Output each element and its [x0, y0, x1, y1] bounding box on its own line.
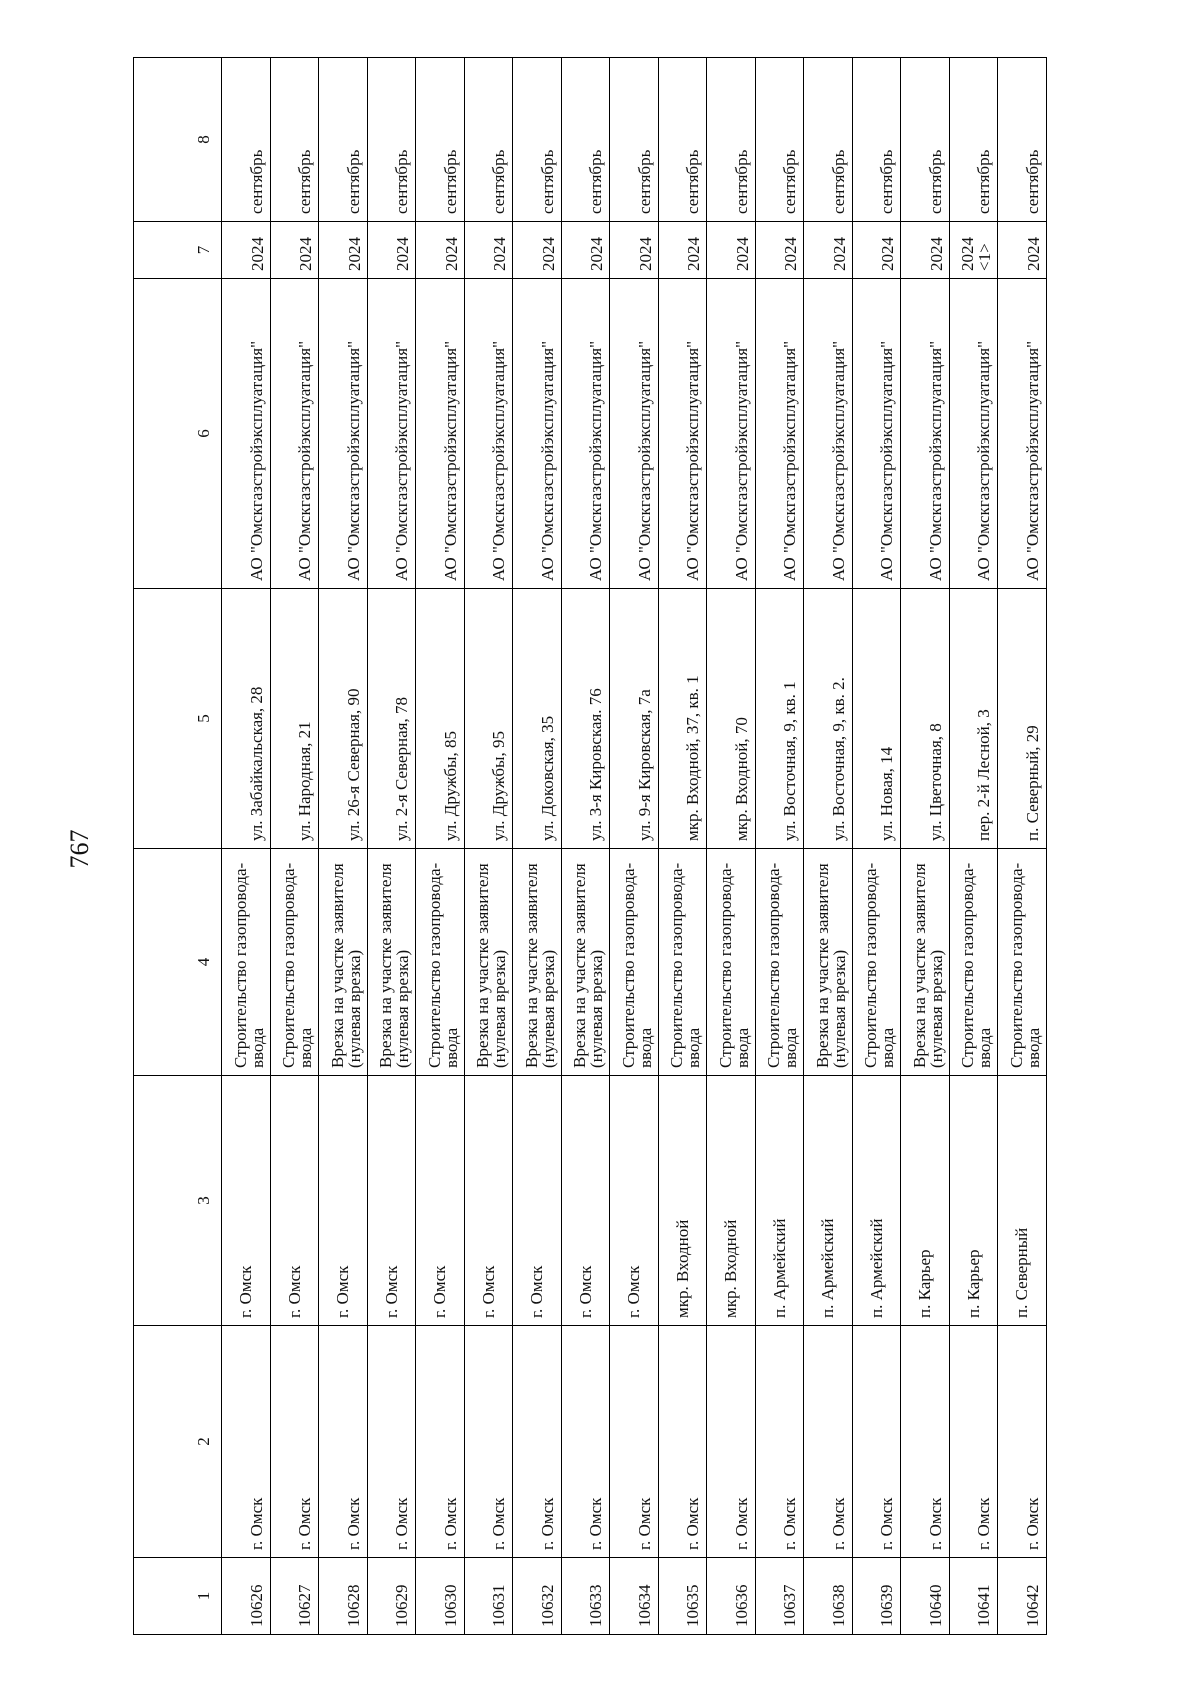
table-row	[901, 58, 950, 1635]
row-number-cell: 10632	[513, 1558, 562, 1635]
row-number-cell: 10640	[901, 1558, 950, 1635]
contractor-cell: АО "Омскгазстройэксплуатация"	[998, 279, 1047, 589]
row-number-cell: 10641	[949, 1558, 998, 1635]
row-number-cell: 10626	[222, 1558, 271, 1635]
work-type-cell: Строительство газопровода-ввода	[222, 849, 271, 1076]
settlement-cell: г. Омск	[319, 1076, 368, 1326]
contractor-cell: АО "Омскгазстройэксплуатация"	[949, 279, 998, 589]
year-cell: 2024 <1>	[949, 222, 998, 279]
month-cell: сентябрь	[610, 58, 659, 222]
row-number-cell: 10631	[464, 1558, 513, 1635]
month-cell: сентябрь	[513, 58, 562, 222]
year-cell: 2024	[222, 222, 271, 279]
municipality-cell: г. Омск	[513, 1326, 562, 1558]
column-header: 4	[134, 849, 222, 1076]
table-row	[852, 58, 901, 1635]
settlement-cell: г. Омск	[270, 1076, 319, 1326]
table-row	[658, 58, 707, 1635]
address-cell: ул. 2-я Северная, 78	[367, 589, 416, 849]
year-cell: 2024	[804, 222, 853, 279]
settlement-cell: г. Омск	[222, 1076, 271, 1326]
contractor-cell: АО "Омскгазстройэксплуатация"	[319, 279, 368, 589]
settlement-cell: п. Армейский	[804, 1076, 853, 1326]
month-cell: сентябрь	[707, 58, 756, 222]
table-row	[949, 58, 998, 1635]
column-header: 5	[134, 589, 222, 849]
contractor-cell: АО "Омскгазстройэксплуатация"	[561, 279, 610, 589]
work-type-cell: Врезка на участке заявителя (нулевая врезка)	[367, 849, 416, 1076]
row-number-cell: 10629	[367, 1558, 416, 1635]
month-cell: сентябрь	[367, 58, 416, 222]
table-header-row	[134, 58, 222, 1635]
table-row	[561, 58, 610, 1635]
row-number-cell: 10639	[852, 1558, 901, 1635]
row-number-cell: 10635	[658, 1558, 707, 1635]
work-type-cell: Врезка на участке заявителя (нулевая врезка)	[513, 849, 562, 1076]
municipality-cell: г. Омск	[949, 1326, 998, 1558]
page-number: 767	[65, 829, 94, 869]
contractor-cell: АО "Омскгазстройэксплуатация"	[222, 279, 271, 589]
contractor-cell: АО "Омскгазстройэксплуатация"	[416, 279, 465, 589]
month-cell: сентябрь	[416, 58, 465, 222]
address-cell: мкр. Входной, 37, кв. 1	[658, 589, 707, 849]
address-cell: пер. 2-й Лесной, 3	[949, 589, 998, 849]
contractor-cell: АО "Омскгазстройэксплуатация"	[464, 279, 513, 589]
work-type-cell: Строительство газопровода-ввода	[852, 849, 901, 1076]
address-cell: ул. Восточная, 9, кв. 1	[755, 589, 804, 849]
address-cell: ул. Дружбы, 85	[416, 589, 465, 849]
table-row	[513, 58, 562, 1635]
year-cell: 2024	[319, 222, 368, 279]
month-cell: сентябрь	[901, 58, 950, 222]
year-cell: 2024	[416, 222, 465, 279]
address-cell: ул. 3-я Кировская. 76	[561, 589, 610, 849]
year-cell: 2024	[561, 222, 610, 279]
year-cell: 2024	[901, 222, 950, 279]
address-cell: п. Северный, 29	[998, 589, 1047, 849]
row-number-cell: 10637	[755, 1558, 804, 1635]
row-number-cell: 10630	[416, 1558, 465, 1635]
row-number-cell: 10628	[319, 1558, 368, 1635]
address-cell: ул. Доковская, 35	[513, 589, 562, 849]
contractor-cell: АО "Омскгазстройэксплуатация"	[513, 279, 562, 589]
work-type-cell: Строительство газопровода-ввода	[998, 849, 1047, 1076]
settlement-cell: п. Карьер	[949, 1076, 998, 1326]
work-type-cell: Строительство газопровода-ввода	[658, 849, 707, 1076]
work-type-cell: Врезка на участке заявителя (нулевая врезка)	[319, 849, 368, 1076]
settlement-cell: г. Омск	[610, 1076, 659, 1326]
year-cell: 2024	[464, 222, 513, 279]
row-number-cell: 10633	[561, 1558, 610, 1635]
municipality-cell: г. Омск	[755, 1326, 804, 1558]
municipality-cell: г. Омск	[561, 1326, 610, 1558]
table-row	[367, 58, 416, 1635]
work-type-cell: Врезка на участке заявителя (нулевая врезка)	[901, 849, 950, 1076]
row-number-cell: 10636	[707, 1558, 756, 1635]
address-cell: ул. Дружбы, 95	[464, 589, 513, 849]
column-header: 7	[134, 222, 222, 279]
settlement-cell: г. Омск	[464, 1076, 513, 1326]
address-cell: ул. Восточная, 9, кв. 2.	[804, 589, 853, 849]
municipality-cell: г. Омск	[222, 1326, 271, 1558]
table-body	[222, 58, 1047, 1635]
address-cell: ул. 26-я Северная, 90	[319, 589, 368, 849]
table-row	[416, 58, 465, 1635]
year-cell: 2024	[852, 222, 901, 279]
address-cell: ул. Народная, 21	[270, 589, 319, 849]
settlement-cell: г. Омск	[416, 1076, 465, 1326]
table-row	[755, 58, 804, 1635]
contractor-cell: АО "Омскгазстройэксплуатация"	[610, 279, 659, 589]
address-cell: ул. 9-я Кировская, 7а	[610, 589, 659, 849]
settlement-cell: г. Омск	[561, 1076, 610, 1326]
table-row	[270, 58, 319, 1635]
table-row	[464, 58, 513, 1635]
month-cell: сентябрь	[464, 58, 513, 222]
municipality-cell: г. Омск	[658, 1326, 707, 1558]
contractor-cell: АО "Омскгазстройэксплуатация"	[707, 279, 756, 589]
contractor-cell: АО "Омскгазстройэксплуатация"	[367, 279, 416, 589]
settlement-cell: п. Северный	[998, 1076, 1047, 1326]
municipality-cell: г. Омск	[367, 1326, 416, 1558]
contractor-cell: АО "Омскгазстройэксплуатация"	[270, 279, 319, 589]
work-type-cell: Строительство газопровода-ввода	[707, 849, 756, 1076]
table-row	[804, 58, 853, 1635]
municipality-cell: г. Омск	[852, 1326, 901, 1558]
work-type-cell: Строительство газопровода-ввода	[416, 849, 465, 1076]
column-header: 6	[134, 279, 222, 589]
row-number-cell: 10634	[610, 1558, 659, 1635]
month-cell: сентябрь	[755, 58, 804, 222]
municipality-cell: г. Омск	[416, 1326, 465, 1558]
address-cell: ул. Забайкальская, 28	[222, 589, 271, 849]
year-cell: 2024	[270, 222, 319, 279]
row-number-cell: 10638	[804, 1558, 853, 1635]
work-type-cell: Врезка на участке заявителя (нулевая врезка)	[561, 849, 610, 1076]
contractor-cell: АО "Омскгазстройэксплуатация"	[901, 279, 950, 589]
contractor-cell: АО "Омскгазстройэксплуатация"	[755, 279, 804, 589]
address-cell: ул. Цветочная, 8	[901, 589, 950, 849]
work-type-cell: Строительство газопровода-ввода	[949, 849, 998, 1076]
work-type-cell: Врезка на участке заявителя (нулевая врезка)	[804, 849, 853, 1076]
settlement-cell: мкр. Входной	[658, 1076, 707, 1326]
contractor-cell: АО "Омскгазстройэксплуатация"	[804, 279, 853, 589]
year-cell: 2024	[513, 222, 562, 279]
year-cell: 2024	[755, 222, 804, 279]
municipality-cell: г. Омск	[804, 1326, 853, 1558]
address-cell: ул. Новая, 14	[852, 589, 901, 849]
month-cell: сентябрь	[319, 58, 368, 222]
municipality-cell: г. Омск	[464, 1326, 513, 1558]
municipality-cell: г. Омск	[998, 1326, 1047, 1558]
contractor-cell: АО "Омскгазстройэксплуатация"	[658, 279, 707, 589]
month-cell: сентябрь	[804, 58, 853, 222]
municipality-cell: г. Омск	[707, 1326, 756, 1558]
year-cell: 2024	[658, 222, 707, 279]
month-cell: сентябрь	[998, 58, 1047, 222]
work-type-cell: Врезка на участке заявителя (нулевая врезка)	[464, 849, 513, 1076]
column-header: 3	[134, 1076, 222, 1326]
table-row	[998, 58, 1047, 1635]
settlement-cell: мкр. Входной	[707, 1076, 756, 1326]
column-header: 1	[134, 1558, 222, 1635]
month-cell: сентябрь	[852, 58, 901, 222]
column-header: 2	[134, 1326, 222, 1558]
gas-connection-table	[133, 58, 1047, 1635]
month-cell: сентябрь	[561, 58, 610, 222]
settlement-cell: г. Омск	[367, 1076, 416, 1326]
municipality-cell: г. Омск	[901, 1326, 950, 1558]
work-type-cell: Строительство газопровода-ввода	[270, 849, 319, 1076]
column-header: 8	[134, 58, 222, 222]
month-cell: сентябрь	[222, 58, 271, 222]
settlement-cell: п. Карьер	[901, 1076, 950, 1326]
month-cell: сентябрь	[270, 58, 319, 222]
year-cell: 2024	[610, 222, 659, 279]
municipality-cell: г. Омск	[270, 1326, 319, 1558]
table-row	[610, 58, 659, 1635]
year-cell: 2024	[707, 222, 756, 279]
address-cell: мкр. Входной, 70	[707, 589, 756, 849]
table-row	[707, 58, 756, 1635]
table-row	[222, 58, 271, 1635]
month-cell: сентябрь	[949, 58, 998, 222]
work-type-cell: Строительство газопровода-ввода	[610, 849, 659, 1076]
work-type-cell: Строительство газопровода-ввода	[755, 849, 804, 1076]
row-number-cell: 10627	[270, 1558, 319, 1635]
municipality-cell: г. Омск	[610, 1326, 659, 1558]
contractor-cell: АО "Омскгазстройэксплуатация"	[852, 279, 901, 589]
year-cell: 2024	[367, 222, 416, 279]
municipality-cell: г. Омск	[319, 1326, 368, 1558]
settlement-cell: г. Омск	[513, 1076, 562, 1326]
settlement-cell: п. Армейский	[852, 1076, 901, 1326]
row-number-cell: 10642	[998, 1558, 1047, 1635]
month-cell: сентябрь	[658, 58, 707, 222]
settlement-cell: п. Армейский	[755, 1076, 804, 1326]
table-row	[319, 58, 368, 1635]
year-cell: 2024	[998, 222, 1047, 279]
